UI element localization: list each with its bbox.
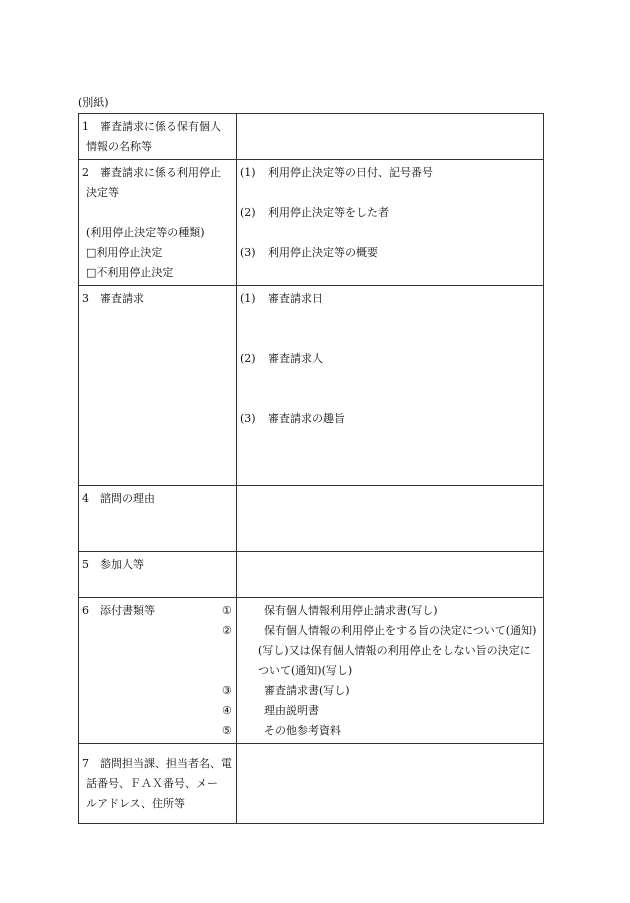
appendix-heading: (別紙): [78, 96, 109, 109]
list-item: ② 保有個人情報の利用停止をする旨の決定について(通知)(写し)又は保有個人情報の利用停止をしない旨の決定について(通知)(写し): [222, 624, 537, 677]
list-item: ① 保有個人情報利用停止請求書(写し): [222, 604, 438, 617]
row-5-value[interactable]: [237, 552, 544, 598]
row-4-label: 4 諮問の理由: [79, 486, 237, 552]
row-7-value[interactable]: [237, 744, 544, 824]
row-4-value[interactable]: [237, 486, 544, 552]
table-row: [79, 744, 544, 824]
row-3-value[interactable]: (1) 審査請求日 (2) 審査請求人 (3) 審査請求の趣旨: [237, 286, 544, 486]
row-2-value[interactable]: (1) 利用停止決定等の日付、記号番号 (2) 利用停止決定等をした者 (3) 利用停止決定等の概要: [237, 160, 544, 286]
checkbox-use-stop[interactable]: □利用停止決定: [86, 246, 163, 259]
form-table: [78, 113, 544, 824]
row-1-label: 1 審査請求に係る保有個人 情報の名称等: [79, 114, 237, 160]
row-3-label: 3 審査請求: [79, 286, 237, 486]
row-6-value[interactable]: [222, 598, 544, 744]
checkbox-no-use-stop[interactable]: □不利用停止決定: [86, 266, 174, 279]
table-row: [79, 552, 544, 598]
list-item: ④ 理由説明書: [222, 704, 319, 717]
table-row: [79, 160, 544, 286]
row-2-label: 2 審査請求に係る利用停止 決定等 (利用停止決定等の種類) □利用停止決定 □不利用停止決定: [79, 160, 237, 286]
list-item: ⑤ その他参考資料: [222, 724, 341, 737]
table-row: [79, 486, 544, 552]
table-row: [79, 598, 544, 744]
list-item: ③ 審査請求書(写し): [222, 684, 350, 697]
row-1-value[interactable]: [237, 114, 544, 160]
row-5-label: 5 参加人等: [79, 552, 237, 598]
row-6-label: 6 添付書類等: [79, 598, 237, 744]
table-row: [79, 114, 544, 160]
row-7-label: 7 諮問担当課、担当者名、電 話番号、ＦＡＸ番号、メー ルアドレス、住所等: [79, 744, 237, 824]
table-row: [79, 286, 544, 486]
